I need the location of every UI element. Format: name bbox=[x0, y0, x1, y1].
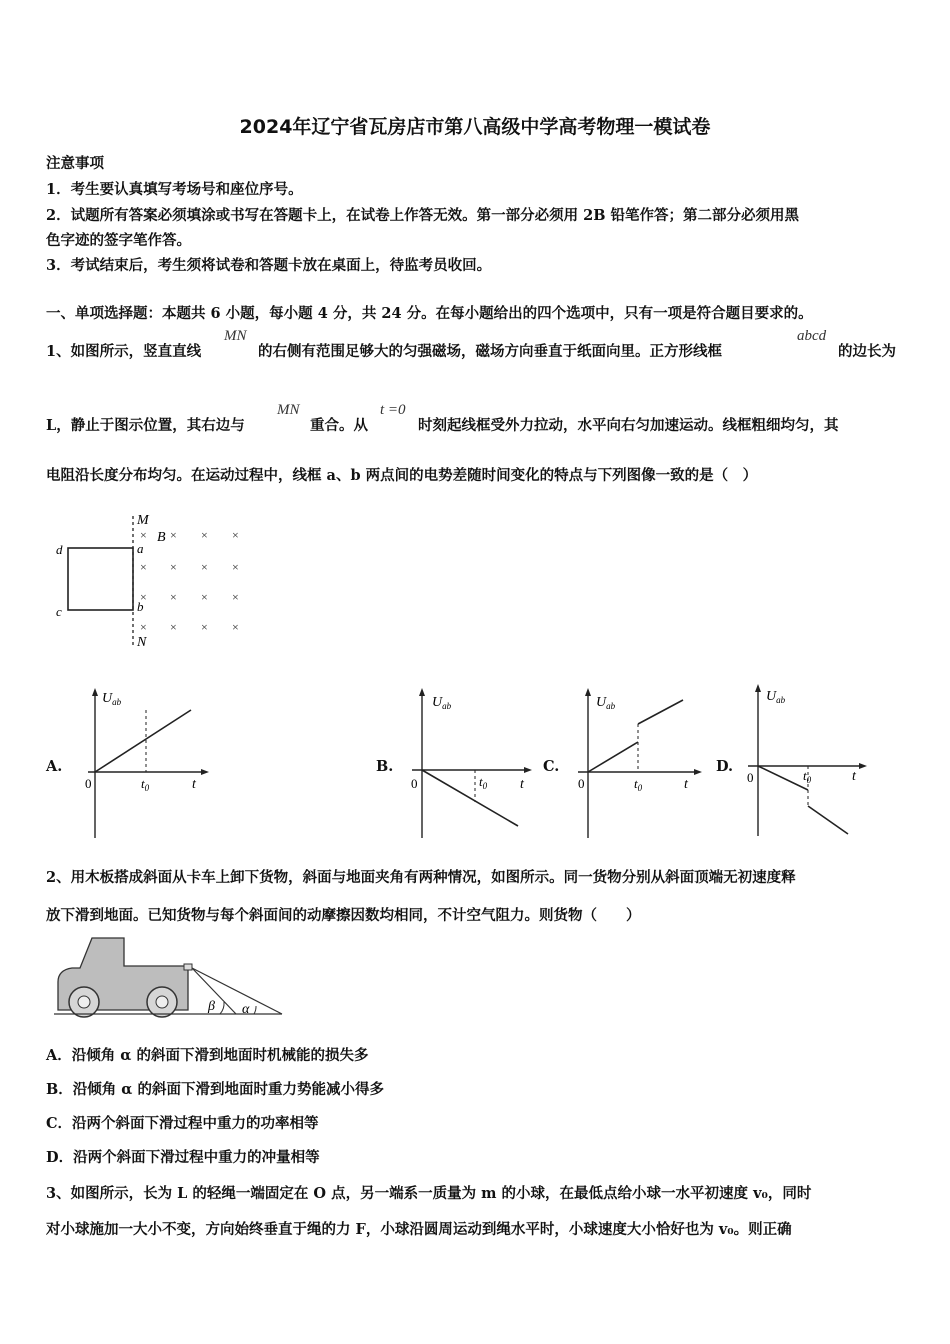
q1-math-mn: MN bbox=[224, 328, 247, 344]
svg-text:×: × bbox=[201, 590, 208, 604]
svg-text:×: × bbox=[201, 560, 208, 574]
q2-text: 放下滑到地面。已知货物与每个斜面间的动摩擦因数均相同，不计空气阻力。则货物（ ） bbox=[46, 907, 641, 924]
svg-text:Uab: $U_{ab}$ bbox=[766, 689, 786, 705]
svg-text:0: 0 bbox=[411, 776, 418, 791]
notice-item: 色字迹的签字笔作答。 bbox=[46, 232, 191, 249]
notice-item: 3．考试结束后，考生须将试卷和答题卡放在桌面上，待监考员收回。 bbox=[46, 257, 492, 274]
svg-text:t0: $t_0$ bbox=[141, 776, 150, 793]
q1-option-c[interactable]: C. bbox=[543, 758, 560, 775]
q1-text: 1、如图所示，竖直直线 bbox=[46, 343, 202, 360]
q1-graph-a bbox=[80, 684, 210, 840]
svg-text:t0: $t_0$ bbox=[634, 776, 643, 793]
q2-option-d[interactable]: D．沿两个斜面下滑过程中重力的冲量相等 bbox=[46, 1149, 320, 1166]
notice-item: 2．试题所有答案必须填涂或书写在答题卡上，在试卷上作答无效。第一部分必须用 2B 铅笔作答；第二部分必须用黑 bbox=[46, 207, 800, 224]
svg-text:×: × bbox=[232, 590, 239, 604]
svg-text:×: × bbox=[170, 560, 177, 574]
svg-text:×: × bbox=[201, 620, 208, 634]
q2-option-c[interactable]: C．沿两个斜面下滑过程中重力的功率相等 bbox=[46, 1115, 319, 1132]
svg-text:Uab: $U_{ab}$ bbox=[596, 695, 616, 711]
svg-text:Uab: $U_{ab}$ bbox=[432, 695, 452, 711]
q3-text: 3、如图所示，长为 L 的轻绳一端固定在 O 点，另一端系一质量为 m 的小球，在最低点给小球一水平初速度 v₀，同时 bbox=[46, 1185, 812, 1202]
svg-text:t: t bbox=[192, 777, 196, 792]
svg-text:t0: $t_0$ bbox=[479, 774, 488, 791]
svg-text:×: × bbox=[140, 560, 147, 574]
svg-text:×: × bbox=[140, 620, 147, 634]
q1-math-t0: t =0 bbox=[380, 402, 406, 418]
q1-graph-c bbox=[570, 684, 705, 840]
q1-text: L，静止于图示位置，其右边与 bbox=[46, 417, 245, 434]
svg-text:t0: $t_0$ bbox=[803, 768, 812, 785]
svg-text:0: 0 bbox=[578, 776, 585, 791]
q1-text: 电阻沿长度分布均匀。在运动过程中，线框 a、b 两点间的电势差随时间变化的特点与下列图像一致的是（ ） bbox=[46, 467, 758, 484]
svg-text:×: × bbox=[140, 528, 147, 542]
svg-text:t: t bbox=[520, 777, 524, 792]
label-B: B bbox=[157, 530, 166, 545]
svg-text:×: × bbox=[232, 560, 239, 574]
svg-text:×: × bbox=[201, 528, 208, 542]
q1-graph-b bbox=[400, 684, 535, 840]
q1-option-d[interactable]: D. bbox=[716, 758, 734, 775]
q1-text: 时刻起线框受外力拉动，水平向右匀加速运动。线框粗细均匀，其 bbox=[418, 417, 839, 434]
svg-text:×: × bbox=[170, 528, 177, 542]
q2-truck-figure bbox=[50, 930, 290, 1020]
label-N: N bbox=[137, 635, 147, 650]
angle-beta: β bbox=[208, 999, 215, 1014]
q3-text: 对小球施加一大小不变，方向始终垂直于绳的力 F，小球沿圆周运动到绳水平时，小球速度大小恰好也为 v₀。则正确 bbox=[46, 1221, 792, 1238]
label-a: a bbox=[137, 541, 144, 556]
svg-text:t: t bbox=[684, 777, 688, 792]
angle-alpha: α bbox=[242, 1002, 250, 1017]
q1-math-mn: MN bbox=[277, 402, 300, 418]
q1-option-b[interactable]: B. bbox=[376, 758, 394, 775]
svg-text:0: 0 bbox=[85, 776, 92, 791]
q1-text: 的右侧有范围足够大的匀强磁场，磁场方向垂直于纸面向里。正方形线框 bbox=[258, 343, 722, 360]
label-c: c bbox=[56, 604, 62, 619]
page-title: 2024年辽宁省瓦房店市第八高级中学高考物理一模试卷 bbox=[239, 116, 711, 138]
q1-option-a[interactable]: A. bbox=[46, 758, 63, 775]
label-M: M bbox=[137, 513, 149, 528]
notice-item: 1．考生要认真填写考场号和座位序号。 bbox=[46, 181, 303, 198]
q2-option-a[interactable]: A．沿倾角 α 的斜面下滑到地面时机械能的损失多 bbox=[46, 1047, 369, 1064]
q1-text: 的边长为 bbox=[838, 343, 896, 360]
svg-text:×: × bbox=[170, 620, 177, 634]
label-d: d bbox=[56, 542, 63, 557]
svg-text:×: × bbox=[170, 590, 177, 604]
svg-text:×: × bbox=[232, 528, 239, 542]
notice-heading: 注意事项 bbox=[46, 155, 104, 172]
svg-text:0: 0 bbox=[747, 770, 754, 785]
svg-text:t: t bbox=[852, 769, 856, 784]
svg-text:Uab: $U_{ab}$ bbox=[102, 691, 122, 707]
q2-text: 2、用木板搭成斜面从卡车上卸下货物，斜面与地面夹角有两种情况，如图所示。同一货物分别从斜面顶端无初速度释 bbox=[46, 869, 796, 886]
q1-graph-d bbox=[740, 680, 875, 840]
q1-text: 重合。从 bbox=[310, 417, 368, 434]
q2-option-b[interactable]: B．沿倾角 α 的斜面下滑到地面时重力势能减小得多 bbox=[46, 1081, 385, 1098]
section-heading: 一、单项选择题：本题共 6 小题，每小题 4 分，共 24 分。在每小题给出的四个选项中，只有一项是符合题目要求的。 bbox=[46, 305, 813, 322]
label-b: b bbox=[137, 599, 144, 614]
svg-text:×: × bbox=[232, 620, 239, 634]
q1-loop-figure bbox=[50, 508, 260, 654]
q1-math-abcd: abcd bbox=[797, 328, 827, 344]
svg-text:×: × bbox=[140, 590, 147, 604]
